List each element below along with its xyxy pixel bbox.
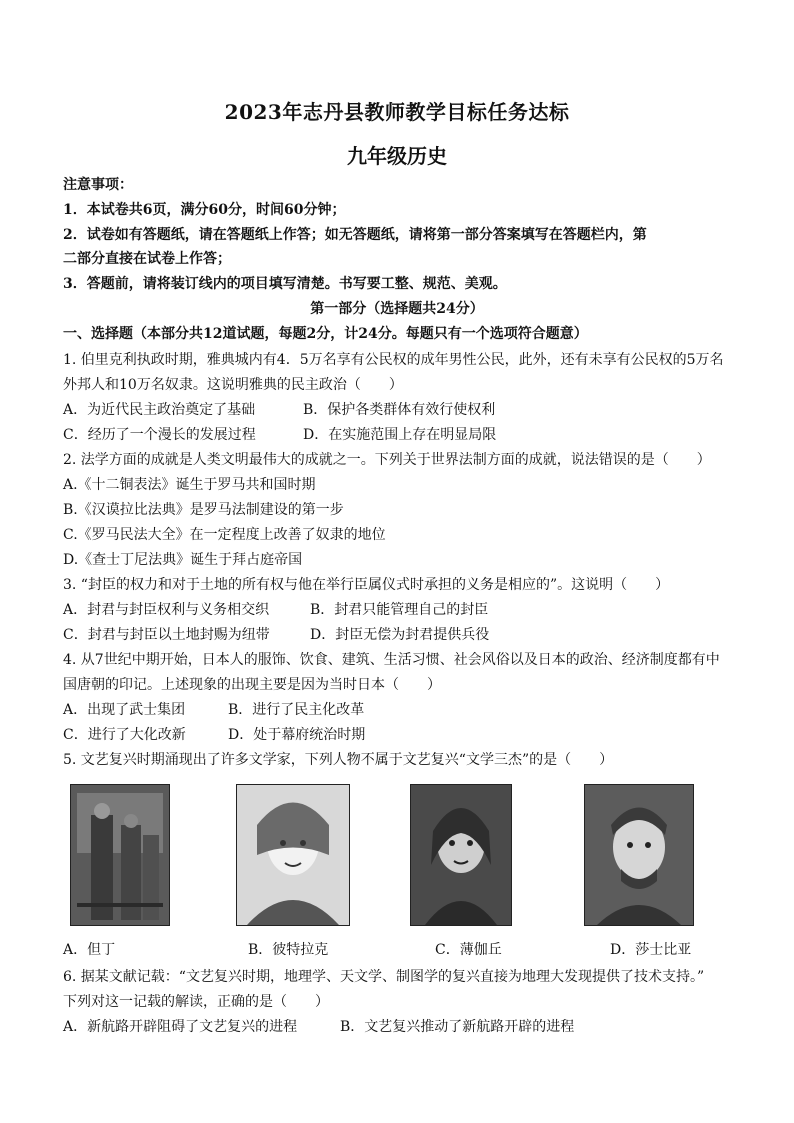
option-d: D．处于幕府统治时期 bbox=[228, 727, 366, 743]
notice-item: 3．答题前，请将装订线内的项目填写清楚。书写要工整、规范、美观。 bbox=[63, 276, 507, 292]
portrait-image bbox=[584, 784, 694, 926]
option-d: D．在实施范围上存在明显局限 bbox=[303, 427, 497, 443]
portrait-image bbox=[70, 784, 170, 926]
option-b: B．彼特拉克 bbox=[248, 942, 329, 958]
exam-title: 2023年志丹县教师教学目标任务达标 bbox=[224, 100, 570, 124]
option-b: B．保护各类群体有效行使权利 bbox=[303, 402, 496, 418]
option-b: B.《汉谟拉比法典》是罗马法制建设的第一步 bbox=[63, 502, 344, 518]
portrait-image bbox=[236, 784, 350, 926]
option-c: C．进行了大化改新 bbox=[63, 727, 186, 743]
portrait-image bbox=[410, 784, 512, 926]
option-a: A．为近代民主政治奠定了基础 bbox=[63, 402, 256, 418]
question-stem: 国唐朝的印记。上述现象的出现主要是因为当时日本（ ） bbox=[63, 677, 441, 693]
option-a: A．封君与封臣权利与义务相交织 bbox=[63, 602, 270, 618]
notice-item: 二部分直接在试卷上作答； bbox=[63, 251, 231, 267]
option-b: B．文艺复兴推动了新航路开辟的进程 bbox=[340, 1019, 575, 1035]
question-stem: 5. 文艺复兴时期涌现出了许多文学家，下列人物不属于文艺复兴“文学三杰”的是（ ） bbox=[63, 752, 614, 768]
option-a: A．出现了武士集团 bbox=[63, 702, 186, 718]
option-b: B．封君只能管理自己的封臣 bbox=[310, 602, 489, 618]
option-b: B．进行了民主化改革 bbox=[228, 702, 365, 718]
notice-item: 1．本试卷共6页，满分60分，时间60分钟； bbox=[63, 202, 346, 218]
question-stem: 2. 法学方面的成就是人类文明最伟大的成就之一。下列关于世界法制方面的成就，说法错误的是（ ） bbox=[63, 452, 711, 468]
option-c: C.《罗马民法大全》在一定程度上改善了奴隶的地位 bbox=[63, 527, 386, 543]
option-c: C．经历了一个漫长的发展过程 bbox=[63, 427, 256, 443]
option-d: D．莎士比亚 bbox=[610, 942, 692, 958]
option-d: D.《查士丁尼法典》诞生于拜占庭帝国 bbox=[63, 552, 303, 568]
exam-subtitle: 九年级历史 bbox=[347, 144, 447, 168]
option-a: A．但丁 bbox=[63, 942, 116, 958]
option-c: C．薄伽丘 bbox=[435, 942, 502, 958]
question-stem: 3. “封臣的权力和对于土地的所有权与他在举行臣属仪式时承担的义务是相应的”。这说明（ ） bbox=[63, 577, 670, 593]
question-stem: 外邦人和10万名奴隶。这说明雅典的民主政治（ ） bbox=[63, 377, 403, 393]
question-stem: 1. 伯里克利执政时期，雅典城内有4．5万名享有公民权的成年男性公民，此外，还有未享有公民权的5万名 bbox=[63, 352, 724, 368]
question-stem: 下列对这一记载的解读，正确的是（ ） bbox=[63, 994, 329, 1010]
option-d: D．封臣无偿为封君提供兵役 bbox=[310, 627, 490, 643]
notice-heading: 注意事项： bbox=[63, 177, 133, 193]
option-c: C．封君与封臣以土地封赐为纽带 bbox=[63, 627, 270, 643]
section-heading: 一、选择题（本部分共12道试题，每题2分，计24分。每题只有一个选项符合题意） bbox=[63, 326, 588, 342]
question-stem: 4. 从7世纪中期开始，日本人的服饰、饮食、建筑、生活习惯、社会风俗以及日本的政治、经济制度都有中 bbox=[63, 652, 720, 668]
part-title: 第一部分（选择题共24分） bbox=[310, 301, 484, 317]
question-stem: 6. 据某文献记载：“文艺复兴时期，地理学、天文学、制图学的复兴直接为地理大发现提供了技术支持。” bbox=[63, 969, 705, 985]
notice-item: 2．试卷如有答题纸，请在答题纸上作答；如无答题纸，请将第一部分答案填写在答题栏内，第 bbox=[63, 227, 647, 243]
option-a: A．新航路开辟阻碍了文艺复兴的进程 bbox=[63, 1019, 298, 1035]
option-a: A.《十二铜表法》诞生于罗马共和国时期 bbox=[63, 477, 316, 493]
